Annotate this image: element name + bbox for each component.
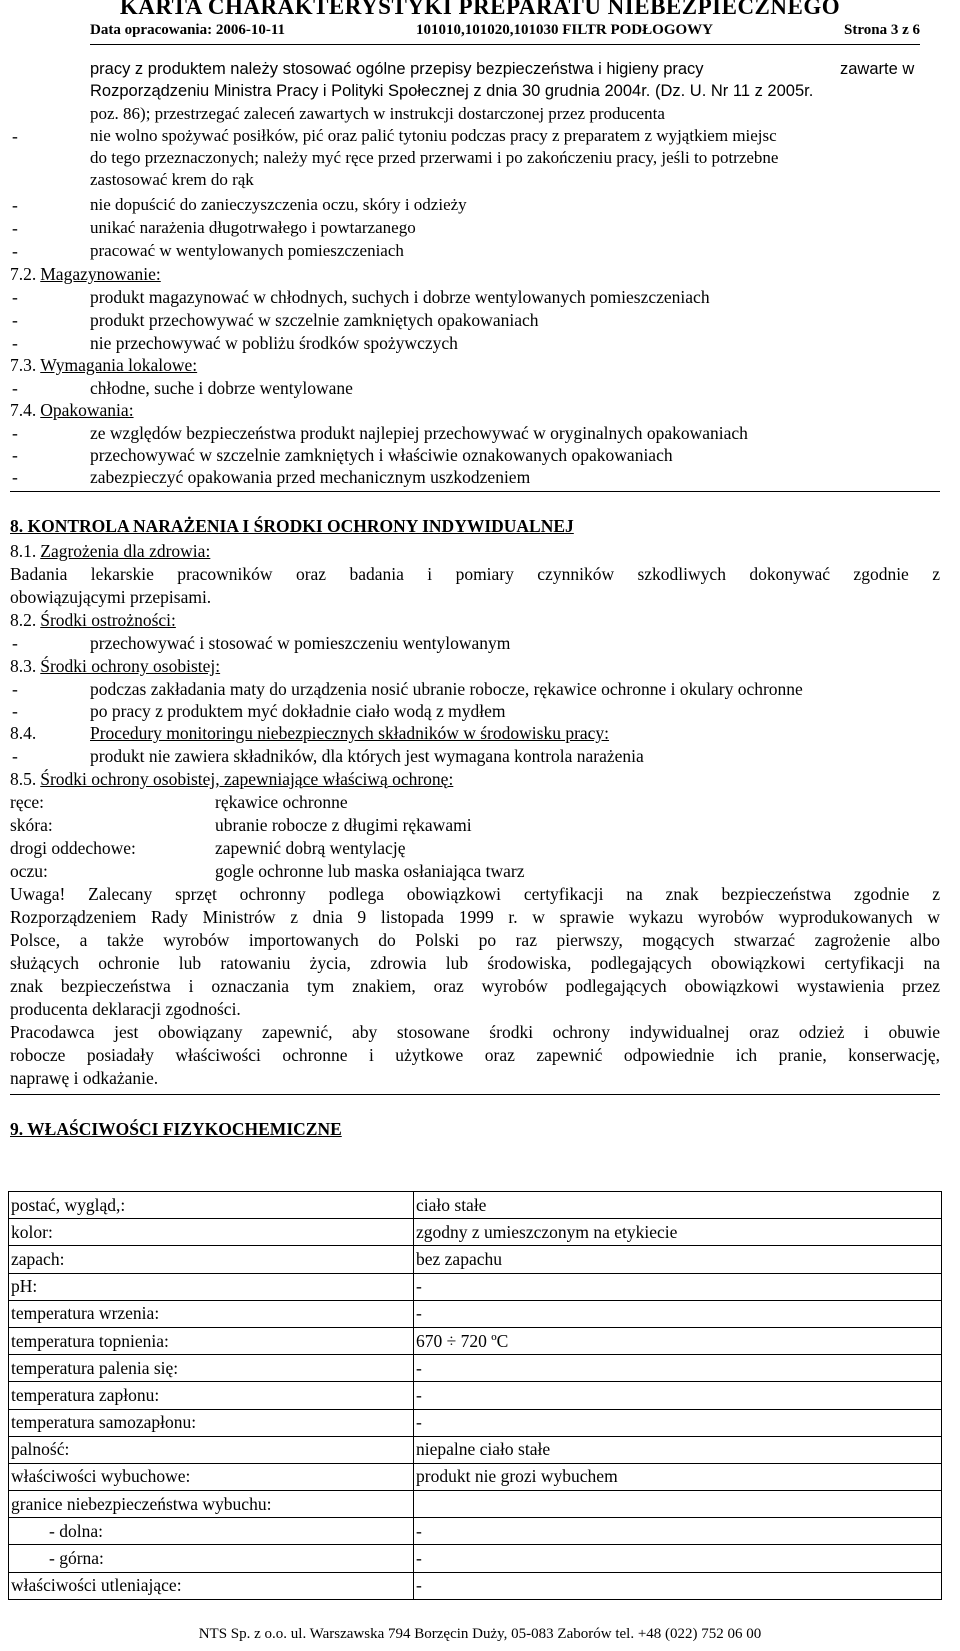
header-divider xyxy=(90,44,920,45)
ppe-value: zapewnić dobrą wentylację xyxy=(215,838,406,858)
ppe-value: rękawice ochronne xyxy=(215,792,348,812)
properties-table-body xyxy=(9,1192,942,1600)
section-divider xyxy=(10,1094,940,1095)
property-value: - xyxy=(414,1300,942,1327)
bullet-dash: - xyxy=(12,633,18,653)
table-row xyxy=(9,1491,942,1518)
section-8-1-heading xyxy=(10,540,210,562)
notice-line: służących ochronie lub ratowaniu życia, zdrowia lub środowiska, podlegających obowiązkowi certyfikacji na xyxy=(10,953,940,973)
section-8-3-heading xyxy=(10,655,220,677)
monitoring-item: produkt nie zawiera składników, dla których jest wymagana kontrola narażenia xyxy=(90,746,644,766)
property-name: temperatura palenia się: xyxy=(9,1355,414,1382)
section-8-title: 8. KONTROLA NARAŻENIA I ŚRODKI OCHRONY INDYWIDUALNEJ xyxy=(10,516,574,536)
table-row xyxy=(9,1545,942,1572)
bullet-dash: - xyxy=(12,310,18,330)
section-9-title: 9. WŁAŚCIWOŚCI FIZYKOCHEMICZNE xyxy=(10,1119,342,1139)
section-title: Wymagania lokalowe: xyxy=(40,355,198,375)
property-value: - xyxy=(414,1572,942,1599)
protection-item: po pracy z produktem myć dokładnie ciało wodą z mydłem xyxy=(90,701,506,721)
property-value: - xyxy=(414,1273,942,1300)
header-date: Data opracowania: 2006-10-11 xyxy=(90,22,285,38)
notice-line: producenta deklaracji zgodności. xyxy=(10,999,241,1019)
property-value: ciało stałe xyxy=(414,1192,942,1219)
section-number: 8.4. xyxy=(10,723,37,743)
section-8-4-heading xyxy=(10,722,610,744)
s7-line-1b: zawarte w xyxy=(840,60,915,78)
section-title: Środki ochrony osobistej: xyxy=(40,656,221,676)
section-number: 8.3. xyxy=(10,656,37,676)
bullet-dash: - xyxy=(12,218,18,238)
health-paragraph-line: obowiązującymi przepisami. xyxy=(10,587,212,607)
table-row xyxy=(9,1192,942,1219)
section-divider xyxy=(10,491,940,492)
storage-item: produkt magazynować w chłodnych, suchych i dobrze wentylowanych pomieszczeniach xyxy=(90,287,710,307)
table-row xyxy=(9,1219,942,1246)
document-title: KARTA CHARAKTERYSTYKI PREPARATU NIEBEZPIECZNEGO xyxy=(119,0,841,19)
protection-item: podczas zakładania maty do urządzenia nosić ubranie robocze, rękawice ochronne i okulary ochronne xyxy=(90,679,803,699)
ppe-label: ręce: xyxy=(10,792,44,812)
section-number: 8.1. xyxy=(10,541,37,561)
notice-line: Rozporządzeniem Rady Ministrów z dnia 9 listopada 1999 r. w sprawie wykazu wyrobów wyprodukowanych w xyxy=(10,907,940,927)
property-name: postać, wygląd,: xyxy=(9,1192,414,1219)
property-name: pH: xyxy=(9,1273,414,1300)
packaging-item: ze względów bezpieczeństwa produkt najlepiej przechowywać w oryginalnych opakowaniach xyxy=(90,423,748,443)
bullet-dash: - xyxy=(12,333,18,353)
table-row xyxy=(9,1355,942,1382)
section-title: Środki ochrony osobistej, zapewniające właściwą ochronę: xyxy=(40,769,454,789)
s7-line-3: poz. 86); przestrzegać zaleceń zawartych w instrukcji dostarczonej przez producenta xyxy=(90,104,665,123)
table-row xyxy=(9,1409,942,1436)
employer-line: naprawę i odkażanie. xyxy=(10,1068,159,1088)
table-row xyxy=(9,1327,942,1354)
property-name: temperatura samozapłonu: xyxy=(9,1409,414,1436)
packaging-item: przechowywać w szczelnie zamkniętych i właściwie oznakowanych opakowaniach xyxy=(90,445,673,465)
properties-table xyxy=(8,1191,942,1600)
section-number: 8.5. xyxy=(10,769,37,789)
table-row xyxy=(9,1572,942,1599)
ppe-label: drogi oddechowe: xyxy=(10,838,136,858)
section-number: 7.4. xyxy=(10,400,37,420)
bullet-dash: - xyxy=(12,287,18,307)
bullet-dash: - xyxy=(12,445,18,465)
property-value: produkt nie grozi wybuchem xyxy=(414,1463,942,1490)
bullet-dash: - xyxy=(12,195,18,215)
property-value: - xyxy=(414,1355,942,1382)
s7-line-8: unikać narażenia długotrwałego i powtarzanego xyxy=(90,218,416,237)
ppe-label: oczu: xyxy=(10,861,48,881)
property-value: 670 ÷ 720 ºC xyxy=(414,1327,942,1354)
section-number: 7.2. xyxy=(10,264,37,284)
section-number: 8.2. xyxy=(10,610,37,630)
premises-item: chłodne, suche i dobrze wentylowane xyxy=(90,378,353,398)
property-value: zgodny z umieszczonym na etykiecie xyxy=(414,1219,942,1246)
header-meta xyxy=(90,22,920,39)
section-8-5-heading xyxy=(10,768,453,790)
page-footer: NTS Sp. z o.o. ul. Warszawska 794 Borzęcin Duży, 05-083 Zaborów tel. +48 (022) 752 06 00 xyxy=(198,1626,762,1642)
section-number: 7.3. xyxy=(10,355,37,375)
property-name: właściwości wybuchowe: xyxy=(9,1463,414,1490)
section-7-3-heading xyxy=(10,354,197,376)
employer-line: Pracodawca jest obowiązany zapewnić, aby stosowane środki ochrony indywidualnej oraz odzież i obuwie xyxy=(10,1022,940,1042)
ppe-label: skóra: xyxy=(10,815,53,835)
property-value: bez zapachu xyxy=(414,1246,942,1273)
table-row xyxy=(9,1246,942,1273)
s7-line-4: nie wolno spożywać posiłków, pić oraz palić tytoniu podczas pracy z preparatem z wyjątkiem miejsc xyxy=(90,126,777,145)
notice-line: Polsce, a także wyrobów importowanych do Polski po raz pierwszy, mogących stwarzać zagrożenie albo xyxy=(10,930,940,950)
section-title: Środki ostrożności: xyxy=(40,610,176,630)
property-value: - xyxy=(414,1545,942,1572)
s7-line-7: nie dopuścić do zanieczyszczenia oczu, skóry i odzieży xyxy=(90,195,467,214)
bullet-dash: - xyxy=(12,701,18,721)
section-7-4-heading xyxy=(10,399,134,421)
s7-line-2: Rozporządzeniu Ministra Pracy i Polityki Społecznej z dnia 30 grudnia 2004r. (Dz. U. Nr 11 z 2005r. xyxy=(90,82,814,100)
section-title: Procedury monitoringu niebezpiecznych składników w środowisku pracy: xyxy=(90,723,610,743)
storage-item: produkt przechowywać w szczelnie zamkniętych opakowaniach xyxy=(90,310,539,330)
s7-line-1a: pracy z produktem należy stosować ogólne przepisy bezpieczeństwa i higieny pracy xyxy=(90,60,704,78)
bullet-dash: - xyxy=(12,746,18,766)
table-row xyxy=(9,1463,942,1490)
property-name: temperatura zapłonu: xyxy=(9,1382,414,1409)
notice-line: znak bezpieczeństwa i oznaczania tym znakiem, oraz wyrobów podlegających obowiązkowi wystawienia przez xyxy=(10,976,940,996)
s7-line-5: do tego przeznaczonych; należy myć ręce przed przerwami i po zakończeniu pracy, jeśli to potrzebne xyxy=(90,148,779,167)
property-name: - górna: xyxy=(9,1545,414,1572)
property-name: - dolna: xyxy=(9,1518,414,1545)
section-title: Zagrożenia dla zdrowia: xyxy=(40,541,211,561)
table-row xyxy=(9,1300,942,1327)
property-value: - xyxy=(414,1518,942,1545)
s7-line-9: pracować w wentylowanych pomieszczeniach xyxy=(90,241,404,260)
property-value: - xyxy=(414,1382,942,1409)
bullet-dash: - xyxy=(12,679,18,699)
table-row xyxy=(9,1518,942,1545)
property-name: właściwości utleniające: xyxy=(9,1572,414,1599)
section-title: Opakowania: xyxy=(40,400,134,420)
property-value: - xyxy=(414,1409,942,1436)
property-name: palność: xyxy=(9,1436,414,1463)
property-name: temperatura topnienia: xyxy=(9,1327,414,1354)
bullet-dash: - xyxy=(12,467,18,487)
header-product: 101010,101020,101030 FILTR PODŁOGOWY xyxy=(416,22,713,38)
ppe-value: gogle ochronne lub maska osłaniająca twarz xyxy=(215,861,525,881)
property-name: granice niebezpieczeństwa wybuchu: xyxy=(9,1491,414,1518)
notice-line: Uwaga! Zalecany sprzęt ochronny podlega obowiązkowi certyfikacji na znak bezpieczeństwa zgodnie z xyxy=(10,884,940,904)
s7-line-6: zastosować krem do rąk xyxy=(90,170,254,189)
table-row xyxy=(9,1273,942,1300)
property-value: niepalne ciało stałe xyxy=(414,1436,942,1463)
property-name: kolor: xyxy=(9,1219,414,1246)
property-value xyxy=(414,1491,942,1518)
property-name: temperatura wrzenia: xyxy=(9,1300,414,1327)
section-7-2-heading xyxy=(10,263,161,285)
employer-line: robocze posiadały właściwości ochronne i użytkowe oraz zapewnić odpowiednie ich pranie, konserwację, xyxy=(10,1045,940,1065)
bullet-dash: - xyxy=(12,378,18,398)
health-paragraph-line: Badania lekarskie pracowników oraz badania i pomiary czynników szkodliwych dokonywać zgodnie z xyxy=(10,564,940,584)
bullet-dash: - xyxy=(12,423,18,443)
section-title: Magazynowanie: xyxy=(40,264,161,284)
header-page: Strona 3 z 6 xyxy=(844,22,920,38)
bullet-dash: - xyxy=(12,126,18,146)
bullet-dash: - xyxy=(12,241,18,261)
table-row xyxy=(9,1382,942,1409)
ppe-value: ubranie robocze z długimi rękawami xyxy=(215,815,472,835)
precaution-item: przechowywać i stosować w pomieszczeniu wentylowanym xyxy=(90,633,511,653)
table-row xyxy=(9,1436,942,1463)
packaging-item: zabezpieczyć opakowania przed mechanicznym uszkodzeniem xyxy=(90,467,531,487)
property-name: zapach: xyxy=(9,1246,414,1273)
section-8-2-heading xyxy=(10,609,176,631)
storage-item: nie przechowywać w pobliżu środków spożywczych xyxy=(90,333,458,353)
